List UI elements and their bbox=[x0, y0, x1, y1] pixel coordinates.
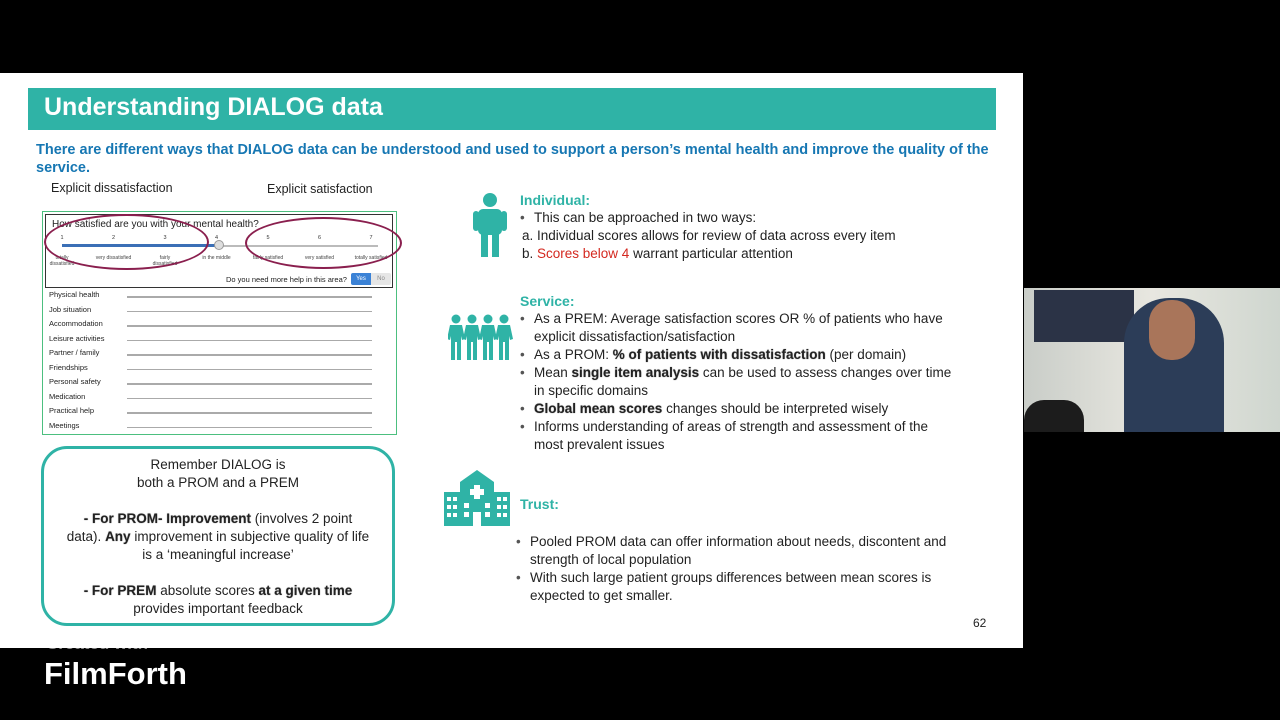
domain-slider bbox=[127, 325, 372, 327]
domain-row bbox=[49, 392, 379, 406]
domain-row bbox=[49, 319, 379, 333]
domain-slider bbox=[127, 369, 372, 371]
webcam-presenter-video bbox=[1024, 288, 1280, 432]
scale-number: 4 bbox=[214, 235, 219, 241]
hospital-icon bbox=[444, 470, 510, 526]
domain-slider bbox=[127, 311, 372, 313]
text: can be used to assess changes over time in specific domains bbox=[534, 365, 952, 398]
watermark-created-with: Created with bbox=[46, 634, 149, 653]
service-bullet: • As a PREM: Average satisfaction scores OR % of patients who have explicit dissatisfaction/satisfaction bbox=[520, 310, 960, 346]
slide-subtitle: There are different ways that DIALOG data can be understood and used to support a person’s mental health and improve the quality of the service. bbox=[36, 142, 989, 176]
individual-b bbox=[520, 245, 980, 263]
trust-section bbox=[516, 533, 966, 605]
prom-note bbox=[66, 510, 370, 564]
prom-any: Any bbox=[105, 529, 131, 544]
prom-text2: improvement in subjective quality of life is a ‘meaningful increase’ bbox=[130, 529, 370, 562]
domain-row bbox=[49, 377, 379, 391]
bold-text: % of patients with dissatisfaction bbox=[612, 347, 826, 362]
text: Mean bbox=[534, 365, 572, 380]
slide-title: Understanding DIALOG data bbox=[28, 88, 996, 130]
person-icon bbox=[472, 192, 508, 258]
scale-number: 5 bbox=[266, 235, 270, 241]
trust-bullet: • With such large patient groups differences between mean scores is expected to get smaller. bbox=[516, 569, 966, 605]
domain-label: Leisure activities bbox=[49, 333, 105, 343]
presenter-face bbox=[1149, 300, 1195, 360]
scale-label: fairly dissatisfied bbox=[152, 255, 178, 267]
text: changes should be interpreted wisely bbox=[662, 401, 889, 416]
domain-row bbox=[49, 363, 379, 377]
domain-label: Practical help bbox=[49, 406, 95, 415]
domain-slider bbox=[127, 427, 372, 429]
domain-row bbox=[49, 290, 379, 304]
b-rest: warrant particular attention bbox=[629, 246, 793, 261]
scale-number: 2 bbox=[111, 235, 116, 241]
domain-slider bbox=[127, 412, 372, 414]
scale-label: very satisfied bbox=[304, 255, 335, 261]
prom-text: (involves 2 point data). bbox=[66, 511, 353, 544]
domain-label: Partner / family bbox=[49, 348, 100, 357]
bold-text: Global mean scores bbox=[534, 401, 663, 416]
bold-text: single item analysis bbox=[571, 365, 700, 380]
no-button: No bbox=[371, 273, 391, 285]
scale-knob bbox=[214, 240, 224, 250]
dissatisfaction-oval bbox=[44, 214, 209, 270]
chair bbox=[1024, 400, 1084, 432]
domain-label: Meetings bbox=[49, 420, 80, 430]
group-icon bbox=[448, 314, 516, 364]
page-number: 62 bbox=[973, 616, 987, 630]
prom-bold: - For PROM- Improvement bbox=[83, 511, 251, 526]
satisfaction-oval bbox=[245, 217, 402, 269]
prem-text: absolute scores bbox=[156, 583, 259, 598]
domain-label: Accommodation bbox=[49, 319, 103, 328]
individual-bullet: • This can be approached in two ways: bbox=[520, 209, 980, 227]
service-bullet bbox=[520, 364, 960, 400]
scale-number: 1 bbox=[60, 235, 64, 241]
slide bbox=[0, 73, 1023, 648]
scale-number: 7 bbox=[369, 235, 373, 241]
service-bullet bbox=[520, 400, 960, 418]
domain-slider bbox=[127, 296, 372, 298]
domain-row bbox=[49, 334, 379, 348]
scale-label: totally dissatisfied bbox=[49, 255, 75, 267]
text: As a PROM: bbox=[534, 347, 613, 362]
prem-bold: - For PREM bbox=[83, 583, 157, 598]
noticeboard bbox=[1034, 290, 1134, 342]
watermark-filmforth: FilmForth bbox=[44, 656, 187, 691]
trust-bullet: • Pooled PROM data can offer information about needs, discontent and strength of local population bbox=[516, 533, 966, 569]
b-prefix: b. bbox=[522, 246, 538, 261]
scale-number: 6 bbox=[317, 235, 322, 241]
b-red: Scores below 4 bbox=[537, 246, 630, 261]
text: (per domain) bbox=[825, 347, 907, 362]
domain-row bbox=[49, 305, 379, 319]
individual-a: a. Individual scores allows for review of data across every item bbox=[522, 228, 896, 243]
remember-box bbox=[41, 446, 395, 626]
prem-text2: provides important feedback bbox=[133, 601, 303, 616]
label-explicit-dissatisfaction: Explicit dissatisfaction bbox=[51, 181, 173, 195]
domain-label: Personal safety bbox=[49, 377, 101, 386]
scale-number: 3 bbox=[163, 235, 167, 241]
trust-heading: Trust: bbox=[520, 496, 559, 512]
scale-label: in the middle bbox=[202, 255, 231, 261]
prem-note bbox=[66, 582, 370, 618]
service-bullet: • Informs understanding of areas of strength and assessment of the most prevalent issues bbox=[520, 418, 960, 454]
service-bullet bbox=[520, 346, 960, 364]
domain-row bbox=[49, 421, 379, 435]
individual-heading: Individual: bbox=[520, 192, 590, 208]
domain-slider bbox=[127, 354, 372, 356]
domain-row bbox=[49, 406, 379, 420]
domain-slider bbox=[127, 383, 372, 385]
domain-slider bbox=[127, 340, 372, 342]
individual-section bbox=[520, 191, 980, 263]
service-heading: Service: bbox=[520, 293, 575, 309]
domain-label: Job situation bbox=[49, 304, 92, 314]
domain-row bbox=[49, 348, 379, 362]
domain-label: Friendships bbox=[49, 362, 88, 372]
scale-label: very dissatisfied bbox=[95, 255, 132, 261]
question-text: How satisfied are you with your mental health? bbox=[52, 219, 259, 230]
remember-line2: both a PROM and a PREM bbox=[136, 475, 300, 490]
prem-bold2: at a given time bbox=[258, 583, 353, 598]
remember-line1: Remember DIALOG is bbox=[150, 457, 286, 472]
scale-label: fairly satisfied bbox=[252, 255, 284, 261]
domain-slider bbox=[127, 398, 372, 400]
domain-label: Physical health bbox=[49, 290, 100, 299]
service-section bbox=[520, 292, 960, 454]
scale-label: totally satisfied bbox=[354, 255, 388, 261]
label-explicit-satisfaction: Explicit satisfaction bbox=[267, 182, 373, 196]
help-question: Do you need more help in this area? bbox=[226, 275, 347, 284]
domain-label: Medication bbox=[49, 391, 86, 401]
yes-button: Yes bbox=[351, 273, 371, 285]
